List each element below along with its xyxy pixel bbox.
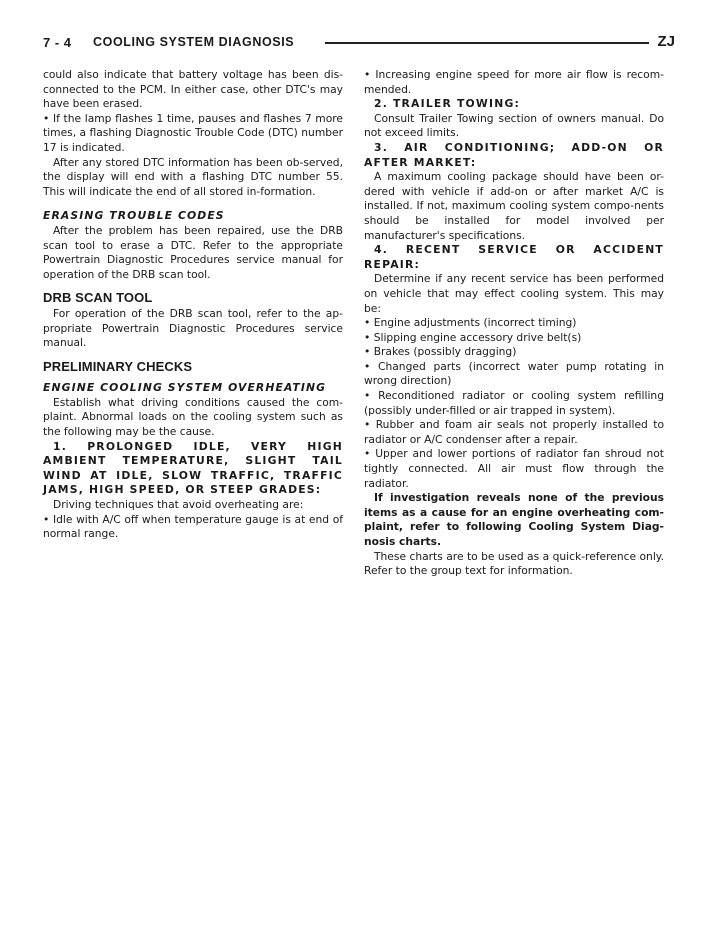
- paragraph: Establish what driving conditions caused the com-plaint. Abnormal loads on the cooling system such as the following may be the cause.: [43, 395, 343, 439]
- left-column: [43, 68, 343, 542]
- paragraph-bold: If investigation reveals none of the previous items as a cause for an engine overheating com-plaint, refer to following Cooling System Diag-nosis charts.: [364, 491, 664, 548]
- bullet-item: • Brakes (possibly dragging): [364, 345, 517, 359]
- section-title: COOLING SYSTEM DIAGNOSIS: [93, 35, 295, 49]
- paragraph: Driving techniques that avoid overheating are:: [53, 498, 304, 512]
- paragraph: After any stored DTC information has been ob-served, the display will end with a flashing DTC number 55. This will indicate the end of all stored in-formation.: [43, 155, 343, 198]
- paragraph: After the problem has been repaired, use the DRB scan tool to erase a DTC. Refer to the appropriate Powertrain Diagnostic Procedures service manual for operation of the DRB scan tool.: [43, 223, 343, 281]
- heading-recent-service: 4. RECENT SERVICE OR ACCIDENT REPAIR:: [364, 243, 664, 271]
- bullet-item: • Increasing engine speed for more air flow is recom-mended.: [364, 68, 664, 96]
- paragraph: Determine if any recent service has been performed on vehicle that may effect cooling system. This may be:: [364, 272, 664, 315]
- bullet-item: • Slipping engine accessory drive belt(s): [364, 330, 582, 344]
- header-rule: [325, 42, 649, 44]
- bullet-item: • If the lamp flashes 1 time, pauses and flashes 7 more times, a flashing Diagnostic Trouble Code (DTC) number 17 is indicated.: [43, 111, 343, 154]
- heading-air-conditioning: 3. AIR CONDITIONING; ADD-ON OR AFTER MARKET:: [364, 140, 664, 169]
- bullet-item: • Upper and lower portions of radiator fan shroud not tightly connected. All air must flow through the radiator.: [364, 447, 664, 490]
- paragraph: could also indicate that battery voltage has been dis-connected to the PCM. In either case, other DTC's may have been erased.: [43, 68, 343, 111]
- heading-drb-scan-tool: DRB SCAN TOOL: [43, 290, 153, 306]
- page-header: [43, 33, 675, 53]
- bullet-item: • Idle with A/C off when temperature gauge is at end of normal range.: [43, 512, 343, 541]
- page-number: 7 - 4: [43, 35, 72, 50]
- right-column: [364, 68, 664, 579]
- heading-prolonged-idle: 1. PROLONGED IDLE, VERY HIGH AMBIENT TEMPERATURE, SLIGHT TAIL WIND AT IDLE, SLOW TRAFFIC, TRAFFIC JAMS, HIGH SPEED, OR STEEP GRADES:: [43, 439, 343, 497]
- heading-preliminary-checks: PRELIMINARY CHECKS: [43, 358, 193, 374]
- bullet-item: • Reconditioned radiator or cooling system refilling (possibly under-filled or air trapped in system).: [364, 389, 664, 417]
- bullet-item: • Rubber and foam air seals not properly installed to radiator or A/C condenser after a repair.: [364, 418, 664, 446]
- paragraph: A maximum cooling package should have been or-dered with vehicle if add-on or after market A/C is installed. If not, maximum cooling system compo-nents should be installed for model involved per manufacturer's specifications.: [364, 170, 664, 242]
- bullet-item: • Engine adjustments (incorrect timing): [364, 316, 577, 330]
- heading-erasing-trouble-codes: ERASING TROUBLE CODES: [43, 209, 225, 223]
- heading-trailer-towing: 2. TRAILER TOWING:: [374, 97, 521, 111]
- paragraph: For operation of the DRB scan tool, refer to the ap-propriate Powertrain Diagnostic Procedures service manual.: [43, 306, 343, 350]
- heading-engine-cooling-overheating: ENGINE COOLING SYSTEM OVERHEATING: [43, 381, 327, 395]
- paragraph: Consult Trailer Towing section of owners manual. Do not exceed limits.: [364, 111, 664, 140]
- model-code: ZJ: [657, 33, 675, 50]
- bullet-item: • Changed parts (incorrect water pump rotating in wrong direction): [364, 359, 664, 388]
- paragraph: These charts are to be used as a quick-reference only. Refer to the group text for information.: [364, 549, 664, 578]
